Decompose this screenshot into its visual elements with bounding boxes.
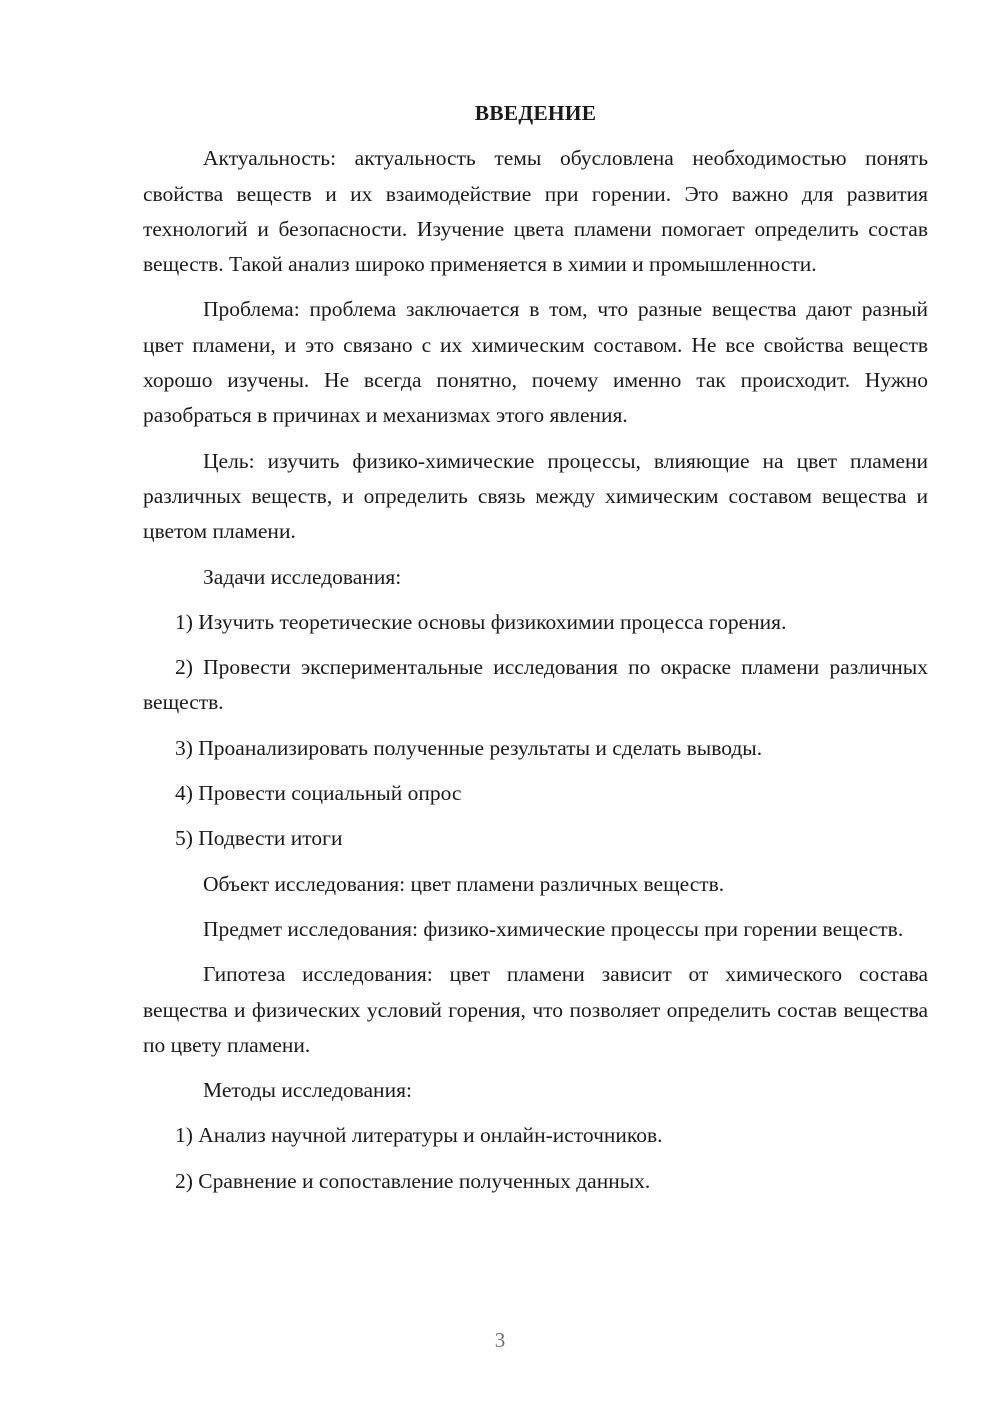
section-heading: ВВЕДЕНИЕ bbox=[474, 101, 597, 125]
document-page bbox=[143, 96, 928, 1209]
page-number: 3 bbox=[494, 1328, 506, 1352]
task-item: 5) Подвести итоги bbox=[175, 826, 343, 851]
task-item: 3) Проанализировать полученные результаты и сделать выводы. bbox=[175, 735, 763, 760]
method-item: 2) Сравнение и сопоставление полученных данных. bbox=[175, 1168, 651, 1193]
methods-heading: Методы исследования: bbox=[203, 1078, 412, 1103]
method-item: 1) Анализ научной литературы и онлайн-источников. bbox=[175, 1123, 663, 1148]
tasks-heading: Задачи исследования: bbox=[203, 564, 402, 589]
hypothesis-paragraph: Гипотеза исследования: цвет пламени зависит от химического состава вещества и физических условий горения, что позволяет определить состав вещества по цвету пламени. bbox=[143, 962, 928, 1057]
task-item: 4) Провести социальный опрос bbox=[175, 781, 462, 806]
goal-paragraph: Цель: изучить физико-химические процессы, влияющие на цвет пламени различных веществ, и определить связь между химическим составом вещества и цветом пламени. bbox=[143, 448, 928, 544]
task-item: 2) Провести экспериментальные исследования по окраске пламени различных веществ. bbox=[143, 655, 928, 715]
relevance-paragraph: Актуальность: актуальность темы обусловлена необходимостью понять свойства веществ и их взаимодействие при горении. Это важно для развития технологий и безопасности. Изучение цвета пламени помогает определить состав веществ. Такой анализ широко применяется в химии и промышленности. bbox=[143, 146, 928, 277]
problem-paragraph: Проблема: проблема заключается в том, что разные вещества дают разный цвет пламени, и это связано с их химическим составом. Не все свойства веществ хорошо изучены. Не всегда понятно, почему именно так происходит. Нужно разобраться в причинах и механизмах этого явления. bbox=[143, 297, 928, 428]
object-paragraph: Объект исследования: цвет пламени различных веществ. bbox=[203, 871, 725, 896]
subject-paragraph: Предмет исследования: физико-химические процессы при горении веществ. bbox=[203, 916, 904, 941]
task-item: 1) Изучить теоретические основы физикохимии процесса горения. bbox=[175, 609, 787, 634]
